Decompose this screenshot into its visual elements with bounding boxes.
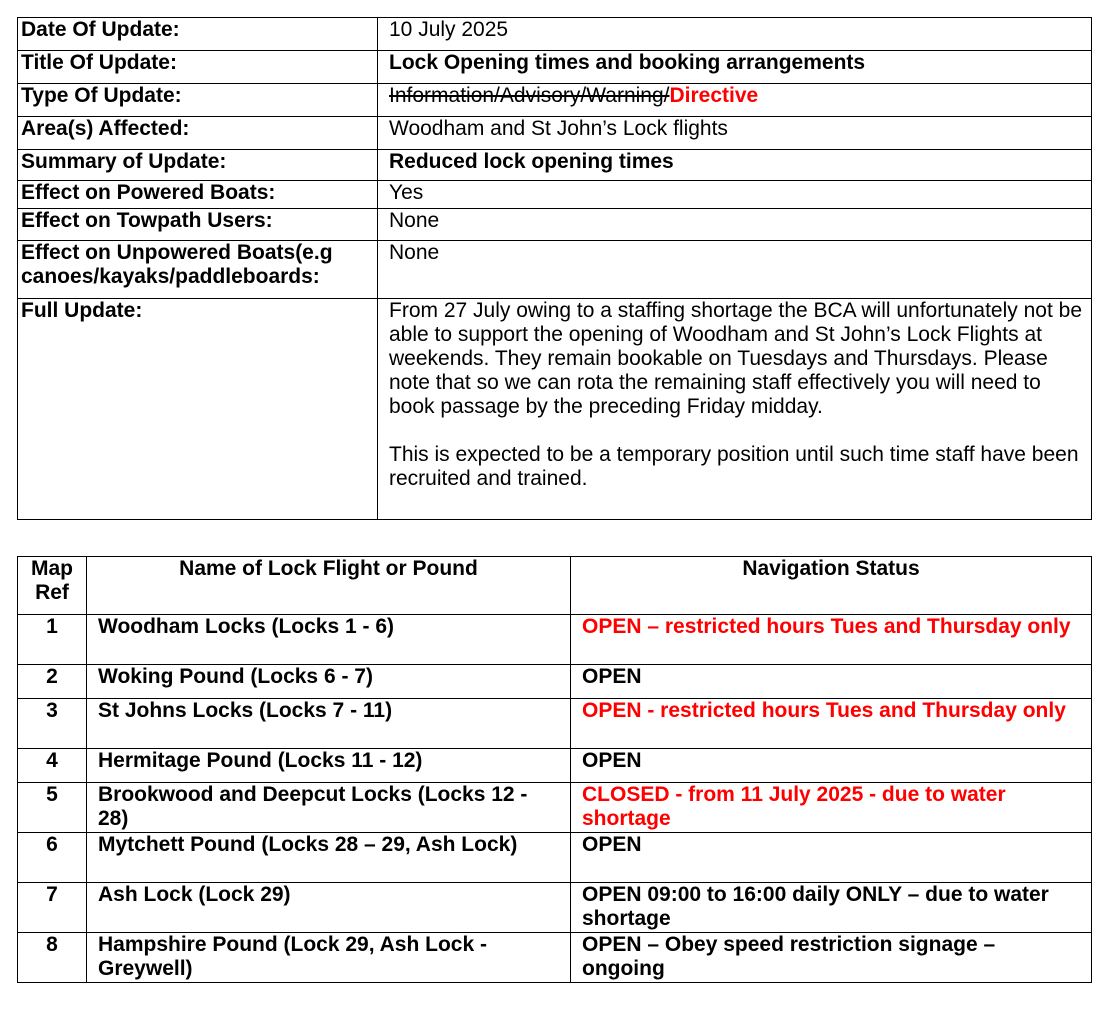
full-update-paragraph-1: From 27 July owing to a staffing shortage the BCA will unfortunately not be able to support the opening of Woodham and St John’s Lock Flights at weekends. They remain bookable on Tuesdays and Thursdays. Please note that so we can rota the remaining staff effectively you will need to book passage by the preceding Friday midday.	[389, 299, 1082, 418]
header-name: Name of Lock Flight or Pound	[87, 557, 571, 615]
nav-status: OPEN - restricted hours Tues and Thursday only	[571, 699, 1092, 749]
nav-status: OPEN	[571, 749, 1092, 783]
row-date	[18, 18, 1092, 51]
table-row	[18, 749, 1092, 783]
title-value: Lock Opening times and booking arrangements	[378, 51, 1092, 84]
unpowered-label: Effect on Unpowered Boats(e.g canoes/kayaks/paddleboards:	[18, 241, 378, 299]
map-ref: 4	[18, 749, 87, 783]
type-label: Type Of Update:	[18, 84, 378, 117]
map-ref: 7	[18, 883, 87, 933]
header-map-ref: Map Ref	[18, 557, 87, 615]
nav-status: OPEN	[571, 833, 1092, 883]
table-row	[18, 783, 1092, 833]
towpath-label: Effect on Towpath Users:	[18, 209, 378, 241]
table-row	[18, 933, 1092, 983]
powered-label: Effect on Powered Boats:	[18, 181, 378, 209]
summary-label: Summary of Update:	[18, 150, 378, 181]
row-full-update	[18, 299, 1092, 520]
nav-status: CLOSED - from 11 July 2025 - due to water shortage	[571, 783, 1092, 833]
lock-name: St Johns Locks (Locks 7 - 11)	[87, 699, 571, 749]
table-row	[18, 615, 1092, 665]
lock-name: Brookwood and Deepcut Locks (Locks 12 - 28)	[87, 783, 571, 833]
summary-value: Reduced lock opening times	[378, 150, 1092, 181]
row-area	[18, 117, 1092, 150]
lock-name: Ash Lock (Lock 29)	[87, 883, 571, 933]
update-info-table	[17, 17, 1092, 520]
area-value: Woodham and St John’s Lock flights	[378, 117, 1092, 150]
map-ref: 3	[18, 699, 87, 749]
nav-status: OPEN – Obey speed restriction signage – ongoing	[571, 933, 1092, 983]
map-ref: 8	[18, 933, 87, 983]
row-unpowered	[18, 241, 1092, 299]
full-update-label: Full Update:	[18, 299, 378, 520]
row-summary	[18, 150, 1092, 181]
area-label: Area(s) Affected:	[18, 117, 378, 150]
table-row	[18, 699, 1092, 749]
nav-status: OPEN	[571, 665, 1092, 699]
towpath-value: None	[378, 209, 1092, 241]
table-row	[18, 665, 1092, 699]
lock-name: Mytchett Pound (Locks 28 – 29, Ash Lock)	[87, 833, 571, 883]
map-ref: 1	[18, 615, 87, 665]
type-value	[378, 84, 1092, 117]
map-ref: 6	[18, 833, 87, 883]
table-row	[18, 833, 1092, 883]
lock-name: Woking Pound (Locks 6 - 7)	[87, 665, 571, 699]
map-ref: 5	[18, 783, 87, 833]
powered-value: Yes	[378, 181, 1092, 209]
row-title	[18, 51, 1092, 84]
row-towpath	[18, 209, 1092, 241]
row-type	[18, 84, 1092, 117]
nav-status: OPEN – restricted hours Tues and Thursday only	[571, 615, 1092, 665]
lock-name: Hampshire Pound (Lock 29, Ash Lock - Greywell)	[87, 933, 571, 983]
type-directive: Directive	[669, 84, 759, 107]
navigation-status-table	[17, 556, 1092, 983]
header-row	[18, 557, 1092, 615]
table-row	[18, 883, 1092, 933]
type-struck-options: Information/Advisory/Warning/	[389, 84, 670, 107]
map-ref: 2	[18, 665, 87, 699]
title-label: Title Of Update:	[18, 51, 378, 84]
header-status: Navigation Status	[571, 557, 1092, 615]
date-label: Date Of Update:	[18, 18, 378, 51]
date-value: 10 July 2025	[378, 18, 1092, 51]
row-powered	[18, 181, 1092, 209]
nav-status: OPEN 09:00 to 16:00 daily ONLY – due to water shortage	[571, 883, 1092, 933]
unpowered-value: None	[378, 241, 1092, 299]
full-update-paragraph-2: This is expected to be a temporary position until such time staff have been recruited and trained.	[389, 443, 1079, 490]
lock-name: Hermitage Pound (Locks 11 - 12)	[87, 749, 571, 783]
lock-name: Woodham Locks (Locks 1 - 6)	[87, 615, 571, 665]
full-update-value	[378, 299, 1092, 520]
